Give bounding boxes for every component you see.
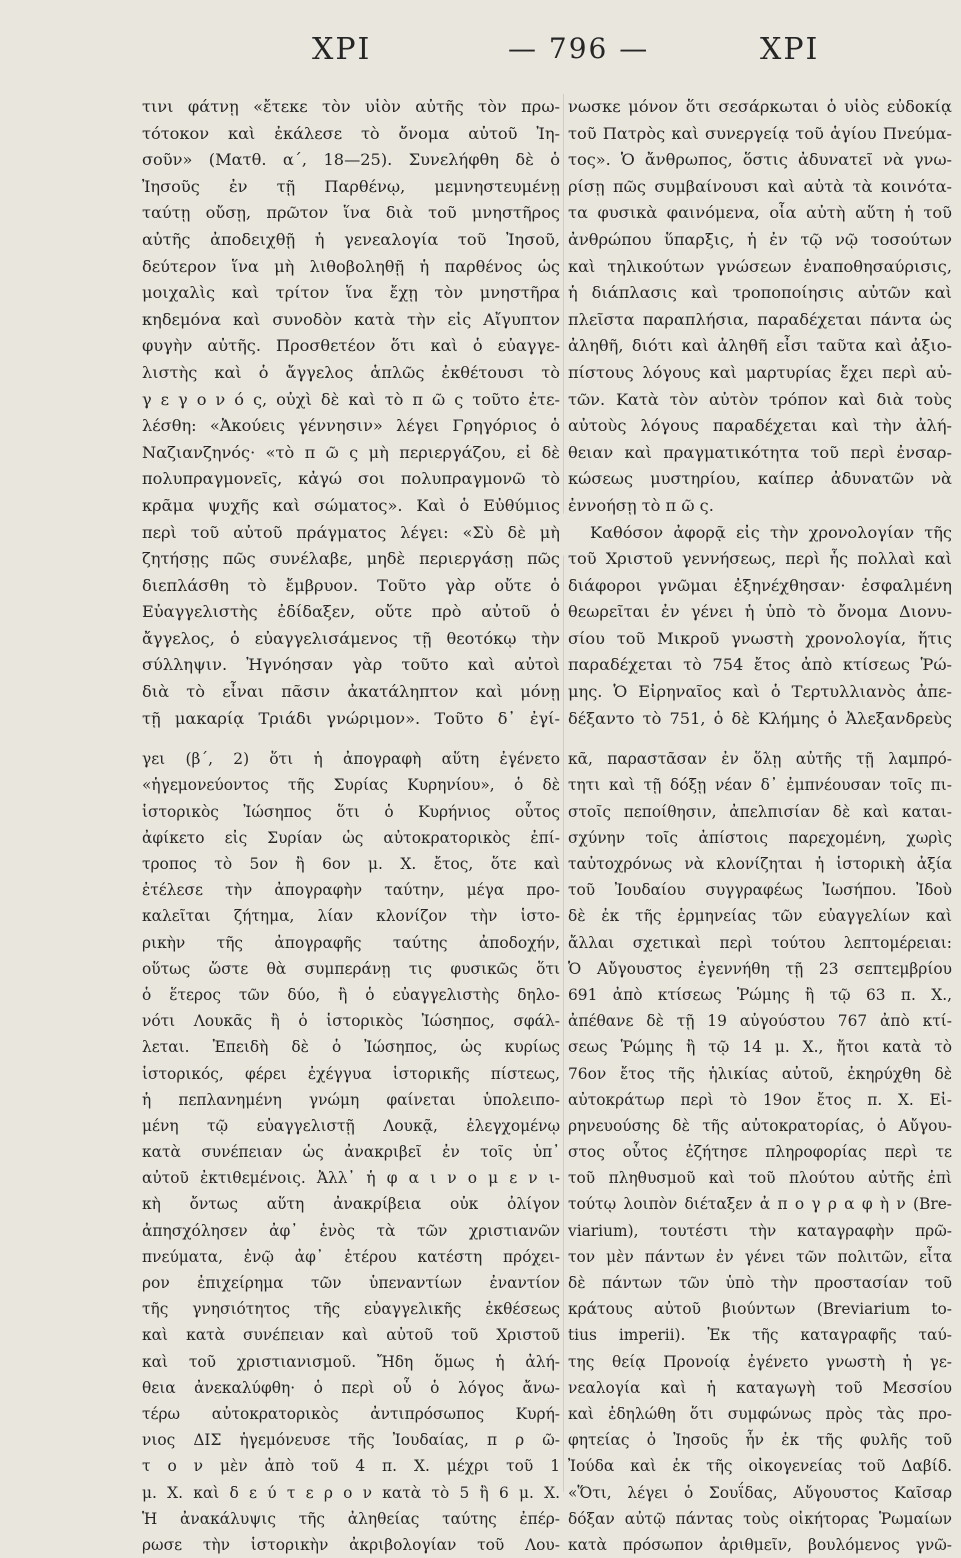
text-line: καὶ κατὰ συνέπειαν καὶ αὐτοῦ τοῦ Χριστοῦ [142, 1326, 560, 1345]
text-line: 691 ἀπὸ κτίσεως Ῥώμης ἢ τῷ 63 π. Χ., [568, 985, 952, 1004]
header-right-word: ΧΡΙ [760, 32, 820, 67]
text-line: μοιχαλὶς καὶ τρίτον ἵνα ἔχῃ τὸν μνηστῆρα [142, 283, 560, 303]
text-line: σίου τοῦ Μικροῦ γνωστὴ χρονολογία, ἥτις [568, 628, 952, 648]
text-line: λεται. Ἐπειδὴ δὲ ὁ Ἰώσηπος, ὡς κυρίως [142, 1038, 560, 1057]
header-left-word: ΧΡΙ [312, 32, 372, 67]
text-line: κᾶ, παραστᾶσαν ἐν ὅλῃ αὐτῆς τῇ λαμπρό- [568, 750, 952, 769]
page-number: — 796 — [508, 32, 650, 65]
text-line: νεαλογία καὶ ἡ καταγωγὴ τοῦ Μεσσίου [568, 1378, 952, 1397]
text-line: δέξαντο τὸ 751, ὁ δὲ Κλήμης ὁ Ἀλεξανδρεὺς [568, 708, 952, 728]
text-line: κὴ ὄντως αὕτη ἀνακρίβεια οὐκ ὀλίγον [142, 1195, 560, 1214]
text-line: ἀνθρώπου ὕπαρξις, ἡ ἐν τῷ νῷ τοσούτων [568, 229, 952, 249]
text-line: «Ὅτι, λέγει ὁ Σουΐδας, Αὔγουστος Καῖσαρ [568, 1483, 952, 1502]
text-line: στος οὗτος ἐζήτησε πληροφορίας περὶ τε [568, 1143, 952, 1162]
footnote-gap [568, 732, 952, 746]
text-line: γει (β΄, 2) ὅτι ἡ ἀπογραφὴ αὕτη ἐγένετο [142, 750, 560, 769]
text-line: ἀπησχόλησεν ἀφ᾽ ἑνὸς τὰ τῶν χριστιανῶν [142, 1221, 560, 1240]
text-line: ρικὴν τῆς ἀπογραφῆς ταύτης ἀποδοχήν, [142, 933, 560, 952]
left-footnote-text [142, 746, 560, 1558]
text-line: ρωσε τὴν ἱστορικὴν ἀκριβολογίαν τοῦ Λου- [142, 1535, 560, 1554]
text-line: Ναζιανζηνός· «τὸ π ῶ ς μὴ περιεργάζου, εἰ δὲ [142, 442, 560, 462]
text-line: διεπλάσθη τὸ ἔμβρυον. Τοῦτο γὰρ οὔτε ὁ [142, 575, 560, 595]
footnote-gap [142, 732, 560, 746]
text-line: τοῦ πληθυσμοῦ καὶ τοῦ πλούτου αὐτῆς ἐπὶ [568, 1169, 952, 1188]
text-line: πνεύματα, ἐνῷ ἀφ᾽ ἑτέρου κατέστη πρόχει- [142, 1247, 560, 1266]
text-line: της θείᾳ Προνοίᾳ ἐγένετο γνωστὴ ἡ γε- [568, 1352, 952, 1371]
text-line: ρον ἐπιχείρημα τῶν ὑπεναντίων ἐναντίον [142, 1274, 560, 1292]
text-line: οὕτως ὥστε θὰ συμπεράνῃ τις φυσικῶς ὅτι [142, 959, 560, 978]
text-line: μης. Ὁ Εἰρηναῖος καὶ ὁ Τερτυλλιανὸς ἀπε- [568, 682, 952, 702]
text-line: αὐτοῦ ἐκτιθεμένοις. Ἀλλ᾽ ἡ φ α ι ν ο μ ε ν ι- [142, 1169, 560, 1188]
text-line: τροπος τὸ 5ον ἢ 6ον μ. Χ. ἔτος, ὅτε καὶ [142, 855, 560, 873]
text-line: διὰ τὸ εἶναι πᾶσιν ἀκατάληπτον καὶ μόνῃ [142, 682, 560, 702]
text-line: κηδεμόνα καὶ συνοδὸν κατὰ τὴν εἰς Αἴγυπτον [142, 309, 560, 329]
text-line: τότοκον καὶ ἐκάλεσε τὸ ὄνομα αὐτοῦ Ἰη- [142, 123, 560, 143]
text-line: καὶ τηλικούτων γνώσεων ἐναποθησαύρισις, [568, 256, 952, 276]
text-line: τ ο ν μὲν ἀπὸ τοῦ 4 π. Χ. μέχρι τοῦ 1 [142, 1457, 560, 1476]
text-line: δὲ ἐκ τῆς ἑρμηνείας τῶν εὐαγγελίων καὶ [568, 907, 952, 926]
text-line: ἱστορικὸς Ἰώσηπος ὅτι ὁ Κυρήνιος οὗτος [142, 802, 560, 821]
text-line: «ἡγεμονεύοντος τῆς Συρίας Κυρηνίου», ὁ δὲ [142, 776, 560, 795]
text-line: τέρω αὐτοκρατορικὸς ἀντιπρόσωπος Κυρή- [142, 1404, 560, 1423]
right-main-text [568, 94, 952, 732]
text-line: περὶ τοῦ αὐτοῦ πράγματος λέγει: «Σὺ δὲ μὴ [142, 522, 560, 542]
text-line: φητείας ὁ Ἰησοῦς ἦν ἐκ τῆς φυλῆς τοῦ [568, 1431, 952, 1450]
text-line: ἐννοήσῃ τὸ π ῶ ς. [568, 495, 714, 515]
text-line: πολυπραγμονεῖς, κἀγώ σοι πολυπραγμονῶ τὸ [142, 469, 560, 489]
text-line: τητι καὶ τῇ δόξῃ νέαν δ᾽ ἐμπνέουσαν τοῖς πι- [568, 776, 952, 795]
text-line: δόξαν αὐτῷ πάντας τοὺς οἰκήτορας Ῥωμαίων [568, 1509, 952, 1528]
text-line: σύλληψιν. Ἠγνόησαν γὰρ τοῦτο καὶ αὐτοὶ [142, 655, 560, 675]
text-line: Ἰούδα καὶ ἐκ τῆς οἰκογενείας τοῦ Δαβίδ. [568, 1457, 952, 1476]
text-line: λιστὴς καὶ ὁ ἄγγελος ἁπλῶς ἐκθέτουσι τὸ [142, 362, 560, 382]
text-line: πίστους λόγους καὶ μαρτυρίας ἔχει περὶ αὐ- [568, 362, 952, 382]
text-line: τῇ μακαρίᾳ Τριάδι γνώριμον». Τοῦτο δ᾽ ἐγί- [142, 708, 560, 728]
text-line: τινι φάτνῃ «ἔτεκε τὸν υἱὸν αὐτῆς τὸν πρω- [142, 97, 560, 116]
text-line: ἀληθῆ, διότι καὶ ἀληθῆ εἶσι ταῦτα καὶ ἀξιο- [568, 336, 952, 356]
text-line: στοῖς πεποίθησιν, ἀπελπισίαν δὲ καὶ καται- [568, 802, 952, 821]
text-line: τῶν. Κατὰ τὸν αὐτὸν τρόπον καὶ διὰ τοὺς [568, 389, 952, 409]
text-line: σοῦν» (Ματθ. α΄, 18—25). Συνελήφθη δὲ ὁ [142, 150, 560, 170]
text-line: τος». Ὁ ἄνθρωπος, ὅστις ἀδυνατεῖ νὰ γνω- [568, 150, 952, 170]
text-line: ὁ ἕτερος τῶν δύο, ἢ ὁ εὐαγγελιστὴς δηλο- [142, 985, 560, 1004]
text-line: ἱστορικός, φέρει ἐχέγγυα ἱστορικῆς πίστεως, [142, 1064, 560, 1083]
text-line: Ἰησοῦς ἐν τῇ Παρθένῳ, μεμνηστευμένῃ [142, 176, 560, 196]
text-line: σεως Ῥώμης ἢ τῷ 14 μ. Χ., ἤτοι κατὰ τὸ [568, 1038, 952, 1057]
text-line: μ. Χ. καὶ δ ε ύ τ ε ρ ο ν κατὰ τὸ 5 ἢ 6 μ. Χ. [142, 1483, 560, 1502]
text-line: τοῦ Χριστοῦ γεννήσεως, περὶ ἧς πολλαὶ καὶ [568, 549, 952, 569]
text-line: τοῦ Ἰουδαίου συγγραφέως Ἰωσήπου. Ἰδοὺ [568, 881, 952, 900]
text-line: 76ον ἔτος τῆς ἡλικίας αὐτοῦ, ἐκηρύχθη δὲ [568, 1064, 952, 1083]
text-line: παραδέχεται τὸ 754 ἔτος ἀπὸ κτίσεως Ῥώ- [568, 655, 952, 675]
text-line: ἀφίκετο εἰς Συρίαν ὡς αὐτοκρατορικὸς ἐπί- [142, 828, 560, 847]
right-column [568, 94, 952, 1554]
text-line: τοῦ Πατρὸς καὶ συνεργείᾳ τοῦ ἁγίου Πνεύμα- [568, 123, 952, 143]
text-line: ἐτέλεσε τὴν ἀπογραφὴν ταύτην, μέγα προ- [142, 881, 560, 900]
text-line: Εὐαγγελιστὴς ἐδίδαξεν, οὔτε πρὸ αὐτοῦ ὁ [142, 602, 560, 622]
column-divider [563, 94, 564, 1492]
text-line: αὐτῆς ἀποδειχθῇ ἡ γενεαλογία τοῦ Ἰησοῦ, [142, 229, 560, 249]
text-line: κρᾶμα ψυχῆς καὶ σώματος». Καὶ ὁ Εὐθύμιος [142, 495, 560, 515]
text-line: ρηνευούσης δὲ τῆς αὐτοκρατορίας, ὁ Αὔγου- [568, 1116, 952, 1135]
text-line: θεωρεῖται ἐν γένει ἡ ὑπὸ τὸ ὄνομα Διονυ- [568, 602, 952, 622]
text-line: μένη τῷ εὐαγγελιστῇ Λουκᾷ, ἐλεγχομένῳ [142, 1116, 560, 1135]
text-line: ζητήσῃς πῶς συνέλαβε, μηδὲ περιεργάσῃ πῶς [142, 549, 560, 569]
text-line: διάφοροι γνῶμαι ἐξηνέχθησαν· ἐσφαλμένη [568, 575, 952, 595]
text-line: τον μὲν πάντων ἐν γένει τῶν πολιτῶν, εἶτα [568, 1247, 952, 1266]
left-column [142, 94, 560, 1554]
text-line: καλεῖται ζήτημα, λίαν κλονίζον τὴν ἱστο- [142, 907, 560, 926]
text-line: ταὐτοχρόνως νὰ κλονίζηται ἡ ἱστορικὴ ἀξία [568, 855, 952, 873]
page-header [0, 28, 961, 84]
text-line: τούτῳ λοιπὸν διέταξεν ἀ π ο γ ρ α φ ὴ ν (Bre- [568, 1195, 952, 1214]
text-line: λέσθη: «Ἀκούεις γέννησιν» λέγει Γρηγόριος ὁ [142, 416, 560, 436]
text-line: θεια ἀνεκαλύφθη· ὁ περὶ οὗ ὁ λόγος ἄνω- [142, 1378, 560, 1397]
text-line: κατὰ πρόσωπον ἀριθμεῖν, βουλόμενος γνῶ- [568, 1535, 952, 1554]
text-line: κώσεως μυστηρίου, καίπερ ἀδυνατῶν νὰ [568, 469, 952, 489]
text-line: δεύτερον ἵνα μὴ λιθοβοληθῇ ἡ παρθένος ὡς [142, 256, 560, 276]
text-line: καὶ τοῦ χριστιανισμοῦ. Ἤδη ὅμως ἡ ἀλή- [142, 1352, 560, 1371]
text-line: ἄλλαι σχετικαὶ περὶ τούτου λεπτομέρειαι: [568, 933, 952, 952]
text-line: θειαν καὶ πραγματικότητα τοῦ περὶ ἐνσαρ- [568, 442, 952, 462]
text-line: Καθόσον ἀφορᾷ εἰς τὴν χρονολογίαν τῆς [590, 522, 952, 542]
left-main-text [142, 94, 560, 732]
text-line: Ὁ Αὔγουστος ἐγεννήθη τῇ 23 σεπτεμβρίου [568, 959, 952, 978]
text-line: καὶ ἐδηλώθη ὅτι συμφώνως πρὸς τὰς προ- [568, 1404, 952, 1423]
text-line: Ἡ ἀνακάλυψις τῆς ἀληθείας ταύτης ἐπέρ- [142, 1509, 560, 1528]
text-line: ταύτῃ οὔσῃ, πρῶτον ἵνα διὰ τοῦ μνηστῆρος [142, 203, 560, 223]
text-line: κράτους αὐτοῦ βιούντων (Breviarium to- [568, 1300, 952, 1319]
text-line: σχύνην τοῖς ἀπίστοις παρεχομένη, χωρὶς [568, 828, 952, 847]
text-line: δὲ πάντων τῶν ὑπὸ τὴν προστασίαν τοῦ [568, 1274, 952, 1292]
text-line: τῆς γνησιότητος τῆς εὐαγγελικῆς ἐκθέσεως [142, 1300, 560, 1319]
text-line: αὐτοκράτωρ περὶ τὸ 19ον ἔτος π. Χ. Εἰ- [568, 1090, 952, 1109]
text-line: κατὰ συνέπειαν ὡς ἀνακριβεῖ ἐν τοῖς ὑπ᾽ [142, 1143, 560, 1162]
text-line: νότι Λουκᾶς ἢ ὁ ἱστορικὸς Ἰώσηπος, σφάλ- [142, 1012, 560, 1031]
text-line: νωσκε μόνον ὅτι σεσάρκωται ὁ υἱὸς εὐδοκίᾳ [568, 97, 952, 116]
text-line: πλεῖστα παραπλήσια, παραδέχεται πάντα ὡς [568, 309, 952, 329]
text-line: νιος ΔΙΣ ἡγεμόνευσε τῆς Ἰουδαίας, π ρ ῶ- [142, 1431, 560, 1450]
right-footnote-text [568, 746, 952, 1558]
text-line: τα φυσικὰ φαινόμενα, οἷα αὐτὴ αὕτη ἡ τοῦ [568, 203, 952, 223]
text-line: ἡ πεπλανημένη γνώμη φαίνεται ὑπολειπο- [142, 1090, 560, 1109]
text-line: ἄγγελος, ὁ εὐαγγελισάμενος τῇ θεοτόκῳ τὴν [142, 628, 560, 648]
text-line: γ ε γ ο ν ό ς, οὐχὶ δὲ καὶ τὸ π ῶ ς τοῦτο ἐτε- [142, 389, 560, 409]
text-line: αὐτοὺς λόγους παραδέχεται καὶ τὴν ἀλή- [568, 416, 952, 436]
text-line: ρίσῃ πῶς συμβαίνουσι καὶ αὐτὰ τὰ κοινότα- [568, 176, 952, 196]
text-line: ἀπέθανε δὲ τῇ 19 αὐγούστου 767 ἀπὸ κτί- [568, 1012, 952, 1031]
text-line: tius imperii). Ἐκ τῆς καταγραφῆς ταύ- [568, 1326, 952, 1345]
text-line: φυγὴν αὐτῆς. Προσθετέον ὅτι καὶ ὁ εὐαγγε- [142, 336, 560, 356]
text-line: ἡ διάπλασις καὶ τροποποίησις αὐτῶν καὶ [568, 283, 952, 303]
text-line: viarium), τουτέστι τὴν καταγραφὴν πρῶ- [568, 1221, 952, 1240]
